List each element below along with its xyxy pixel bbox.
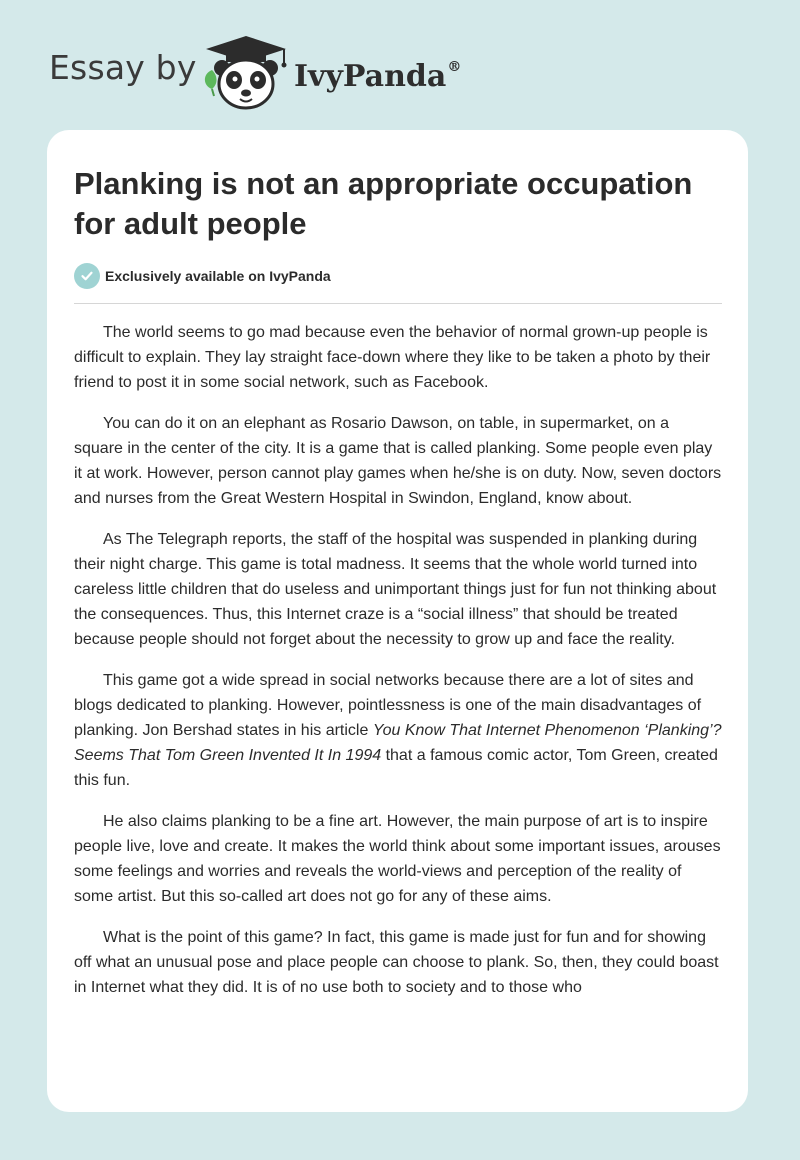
site-header [0,0,800,130]
registered-mark: ® [447,59,462,75]
essay-by-label: Essay by [49,48,197,87]
divider [74,303,722,304]
exclusive-badge [74,263,331,289]
essay-body [74,320,722,1016]
paragraph: You can do it on an elephant as Rosario Dawson, on table, in supermarket, on a square in the center of the city. It is a game that is called planking. Some people even play it at work. However, person cannot play games when he/she is on duty. Now, seven doctors and nurses from the Great Western Hospital in Swindon, England, know about. [74,415,722,507]
paragraph: What is the point of this game? In fact, this game is made just for fun and for showing off what an unusual pose and place people can choose to plank. So, then, they could boast in Internet what they did. It is of no use both to society and to those who [74,929,719,996]
check-circle-icon [74,263,100,289]
paragraph-text: This game got a wide spread in social networks because there are a lot of sites and blogs dedicated to planking. However, pointlessness is one of the main disadvantages of planking. Jon Bershad states in his article [74,672,702,739]
paragraph: He also claims planking to be a fine art. However, the main purpose of art is to inspire people live, love and create. It makes the world think about some important issues, arouses some feelings and worries and reveals the world-views and perception of the reality of some artist. But this so-called art does not go for any of these aims. [74,813,721,905]
paragraph-text: that a famous comic actor, Tom Green, created this fun. [74,747,718,789]
essay-title: Planking is not an appropriate occupation for adult people [74,166,693,241]
essay-card [47,130,748,1112]
article-title-citation: You Know That Internet Phenomenon ‘Planking’? Seems That Tom Green Invented It In 1994 [74,722,722,764]
paragraph: As The Telegraph reports, the staff of the hospital was suspended in planking during their night charge. This game is total madness. It seems that the whole world turned into careless little children that do useless and unimportant things just for fun not thinking about the consequences. Thus, this Internet craze is a “social illness” that should be treated because people should not forget about the necessity to grow up and face the reality. [74,531,717,648]
exclusive-badge-label: Exclusively available on IvyPanda [105,268,331,284]
panda-logo-icon[interactable] [200,34,292,110]
paragraph: The world seems to go mad because even the behavior of normal grown-up people is difficult to explain. They lay straight face-down where they like to be taken a photo by their friend to post it in some social network, such as Facebook. [74,324,711,391]
paragraph [74,668,722,793]
brand-name[interactable]: IvyPanda® [294,59,462,94]
